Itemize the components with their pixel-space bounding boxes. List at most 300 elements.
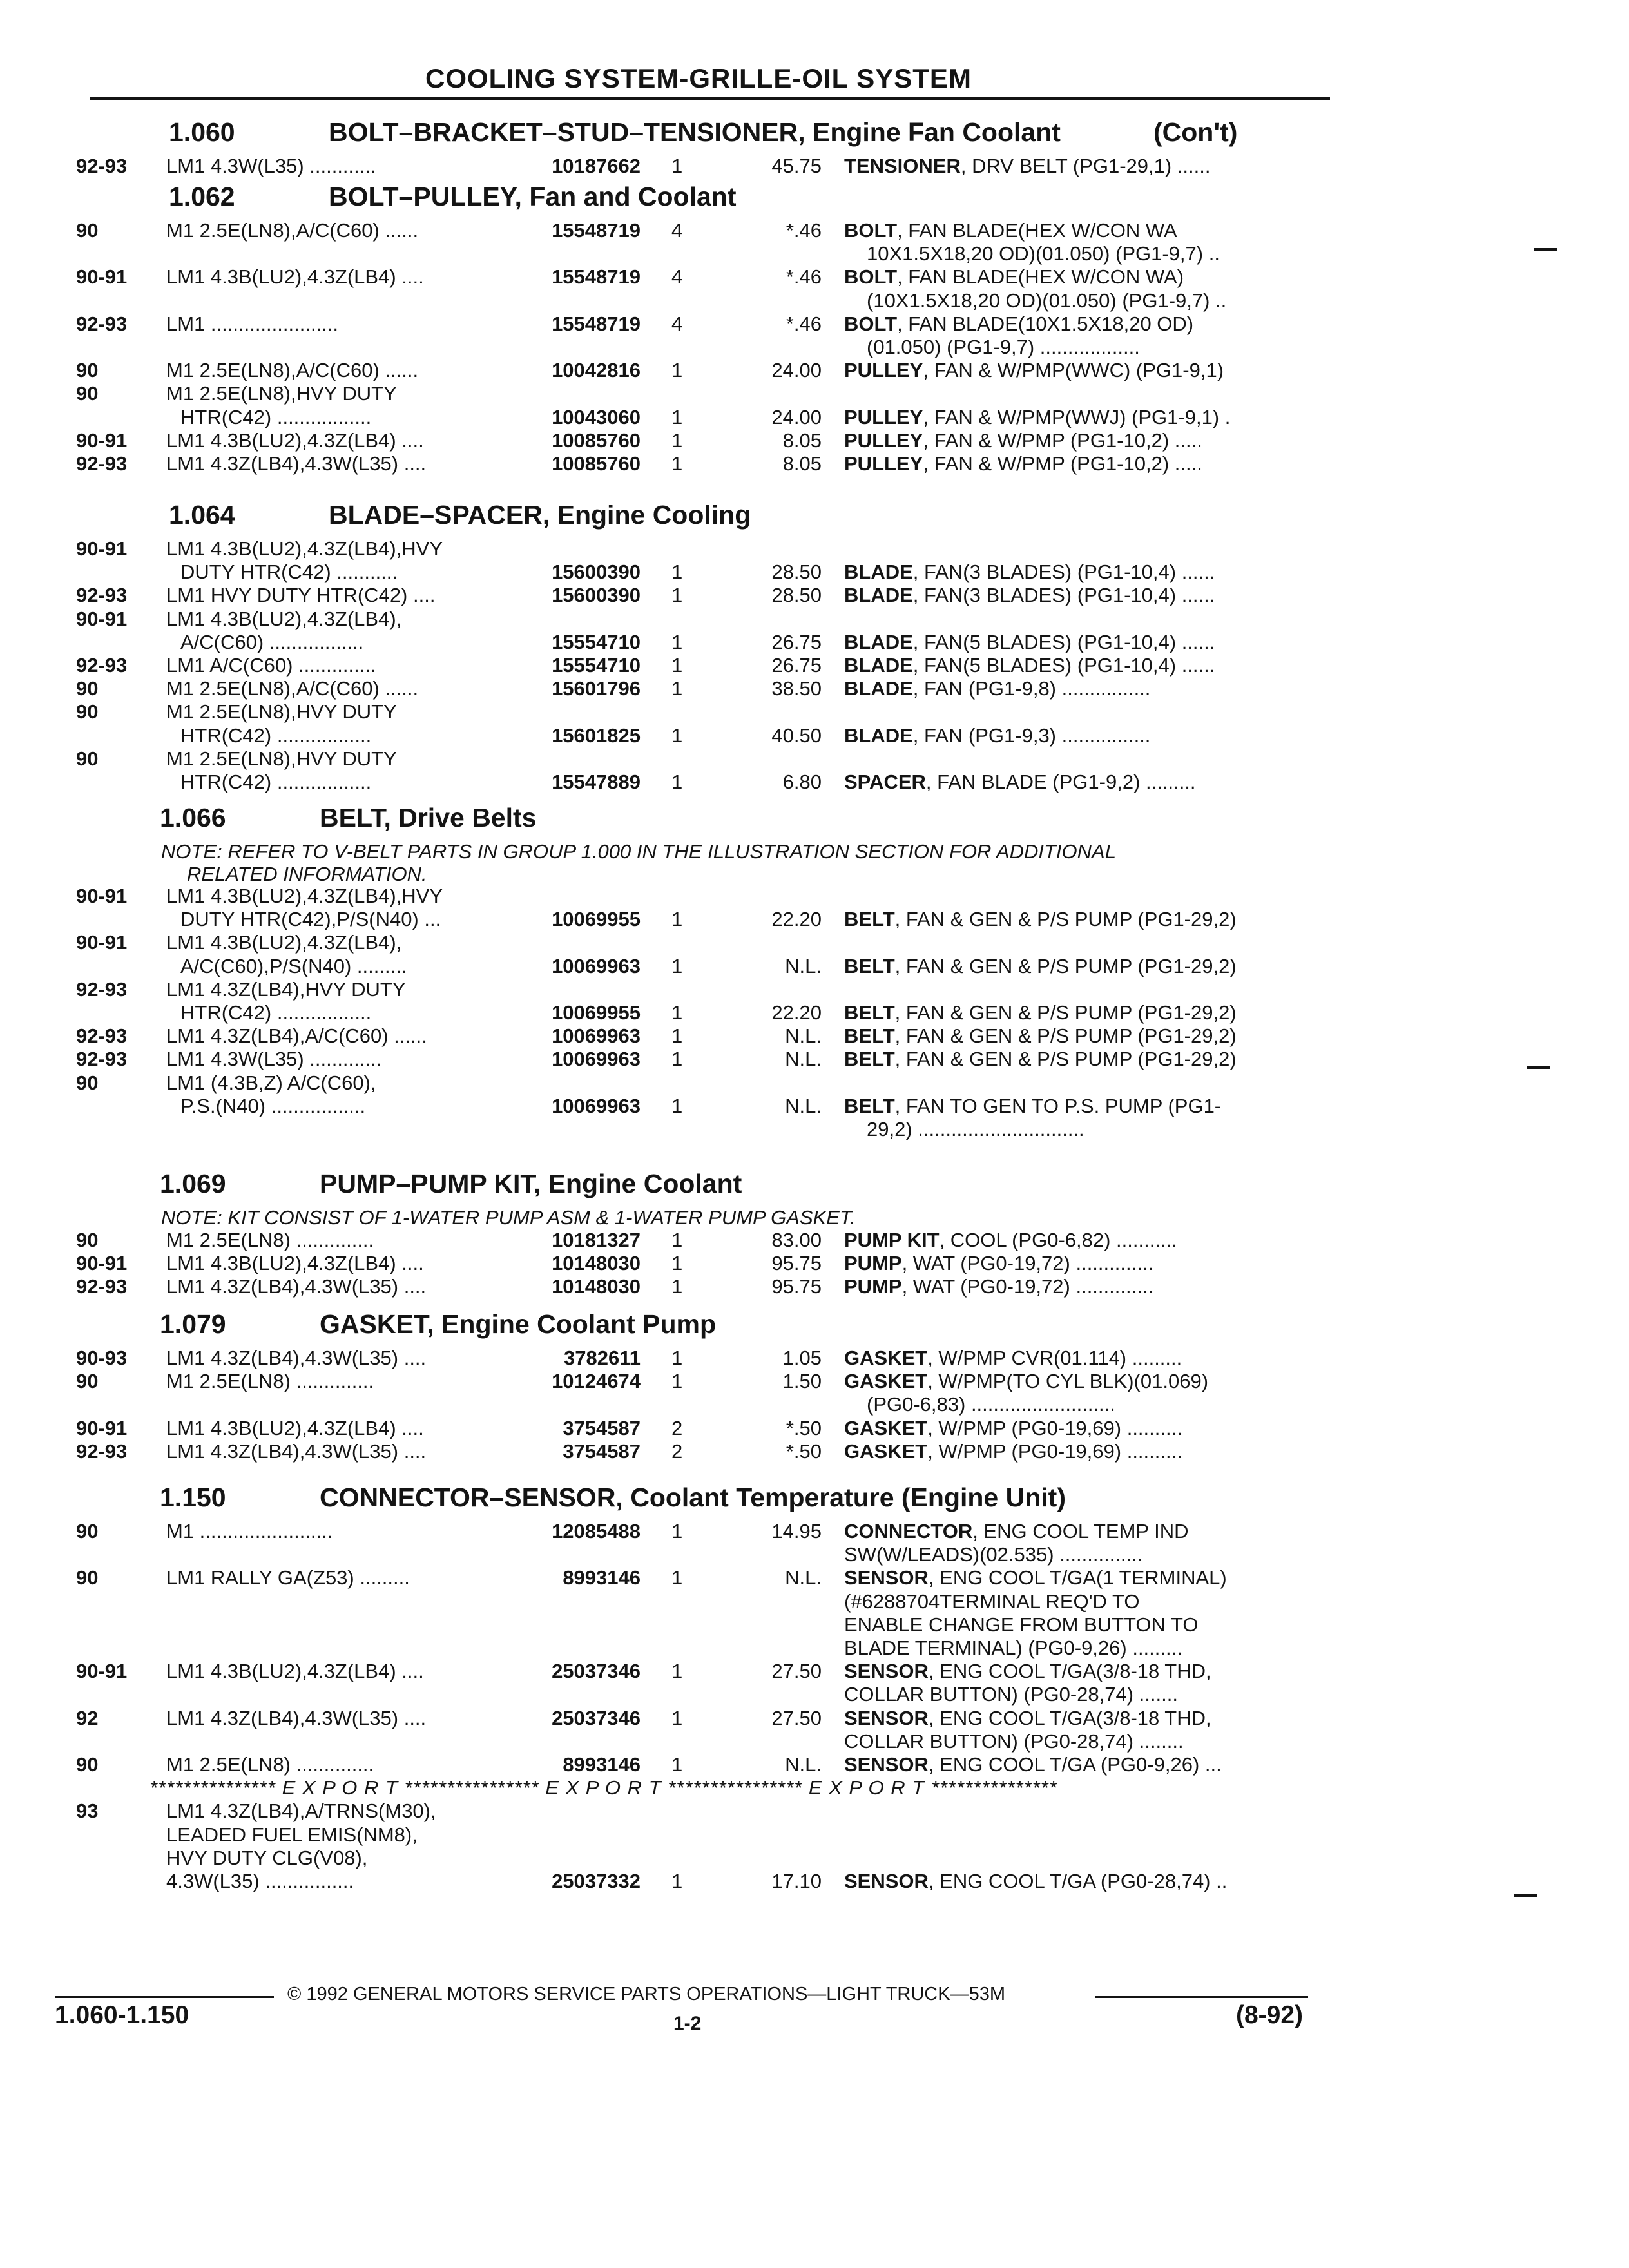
part-row	[0, 631, 1629, 653]
model-years: 90-91	[76, 1251, 128, 1274]
model-application: LM1 4.3W(L35) .............	[166, 1048, 382, 1071]
quantity: 4	[671, 312, 683, 335]
section-title: BLADE–SPACER, Engine Cooling	[329, 500, 751, 530]
part-number: 10181327	[552, 1228, 641, 1251]
price: 95.75	[771, 1274, 822, 1298]
model-years: 90-91	[76, 885, 128, 907]
part-row	[0, 1048, 1629, 1070]
model-application: LM1 4.3Z(LB4),4.3W(L35) ....	[166, 1706, 427, 1729]
quantity: 1	[671, 1274, 683, 1298]
section-note: RELATED INFORMATION.	[187, 862, 427, 885]
part-row	[0, 1072, 1629, 1094]
model-application: M1 2.5E(LN8) ..............	[166, 1753, 374, 1776]
model-application: LM1 4.3B(LU2),4.3Z(LB4),	[166, 931, 402, 954]
quantity: 1	[671, 724, 683, 747]
part-row	[0, 1276, 1629, 1298]
part-description: 10X1.5X18,20 OD)(01.050) (PG1-9,7) ..	[867, 242, 1220, 265]
footer-section-range: 1.060-1.150	[55, 2001, 189, 2029]
price: *.46	[786, 265, 822, 289]
part-description: GASKET, W/PMP(TO CYL BLK)(01.069)	[844, 1370, 1209, 1393]
price: 28.50	[771, 584, 822, 607]
model-years: 90	[76, 1520, 99, 1542]
part-number: 25037332	[552, 1870, 641, 1892]
part-description: BELT, FAN & GEN & P/S PUMP (PG1-29,2)	[844, 1001, 1237, 1024]
part-description: BLADE, FAN(5 BLADES) (PG1-10,4) ......	[844, 654, 1215, 677]
part-description: BELT, FAN & GEN & P/S PUMP (PG1-29,2)	[844, 908, 1237, 931]
footer-page-number: 1-2	[673, 2013, 702, 2034]
price: 1.05	[782, 1347, 822, 1369]
model-application: A/C(C60) .................	[180, 630, 364, 653]
price: 28.50	[771, 561, 822, 584]
part-number: 12085488	[552, 1520, 641, 1542]
quantity: 1	[671, 954, 683, 977]
model-application: M1 2.5E(LN8),A/C(C60) ......	[166, 219, 419, 242]
quantity: 4	[671, 219, 683, 242]
model-application: LM1 4.3Z(LB4),HVY DUTY	[166, 977, 406, 1001]
part-description: BOLT, FAN BLADE(10X1.5X18,20 OD)	[844, 312, 1194, 335]
part-description: SENSOR, ENG COOL T/GA(3/8-18 THD,	[844, 1706, 1211, 1729]
quantity: 1	[671, 405, 683, 428]
part-row	[0, 701, 1629, 723]
model-application: LM1 4.3Z(LB4),A/C(C60) ......	[166, 1024, 427, 1048]
part-row	[0, 336, 1629, 358]
price: *.46	[786, 312, 822, 335]
price: 24.00	[771, 405, 822, 428]
quantity: 4	[671, 265, 683, 289]
model-years: 92-93	[76, 312, 128, 335]
price: *.50	[786, 1416, 822, 1439]
model-application: LM1 4.3Z(LB4),4.3W(L35) ....	[166, 452, 427, 475]
part-description: SENSOR, ENG COOL T/GA (PG0-28,74) ..	[844, 1870, 1228, 1892]
part-number: 15554710	[552, 630, 641, 653]
section-number: 1.079	[160, 1309, 226, 1339]
model-years: 90	[76, 1370, 99, 1393]
model-application: HTR(C42) .................	[180, 1001, 372, 1024]
part-number: 25037346	[552, 1706, 641, 1729]
price: N.L.	[785, 1048, 822, 1071]
model-application: LM1 HVY DUTY HTR(C42) ....	[166, 584, 436, 607]
part-row	[0, 1253, 1629, 1274]
model-years: 90	[76, 1228, 99, 1251]
part-row	[0, 1002, 1629, 1024]
part-description: BELT, FAN & GEN & P/S PUMP (PG1-29,2)	[844, 1048, 1237, 1071]
section-title: CONNECTOR–SENSOR, Coolant Temperature (Engine Unit)	[320, 1483, 1066, 1512]
model-application: HTR(C42) .................	[180, 724, 372, 747]
model-application: M1 2.5E(LN8) ..............	[166, 1370, 374, 1393]
section-number: 1.069	[160, 1169, 226, 1198]
part-description: GASKET, W/PMP CVR(01.114) .........	[844, 1347, 1182, 1369]
price: 83.00	[771, 1228, 822, 1251]
part-number: 10069963	[552, 1024, 641, 1048]
part-row	[0, 1754, 1629, 1776]
model-application: LM1 .......................	[166, 312, 339, 335]
part-row	[0, 1119, 1629, 1140]
section-title: GASKET, Engine Coolant Pump	[320, 1309, 717, 1339]
page-header-title: COOLING SYSTEM-GRILLE-OIL SYSTEM	[425, 63, 972, 93]
model-application: LM1 4.3B(LU2),4.3Z(LB4) ....	[166, 1251, 424, 1274]
part-description: BELT, FAN & GEN & P/S PUMP (PG1-29,2)	[844, 954, 1237, 977]
quantity: 1	[671, 1753, 683, 1776]
part-number: 15547889	[552, 771, 641, 793]
model-application: LM1 4.3B(LU2),4.3Z(LB4) ....	[166, 265, 424, 289]
quantity: 2	[671, 1439, 683, 1463]
part-row	[0, 908, 1629, 930]
model-application: HTR(C42) .................	[180, 771, 372, 793]
export-marker: *************** E X P O R T **************** E X P O R T **************** E X P O R T ***************	[149, 1776, 1057, 1800]
header-rule	[90, 97, 1330, 100]
part-row	[0, 1637, 1629, 1659]
part-row	[0, 748, 1629, 770]
part-row	[0, 453, 1629, 475]
model-application: DUTY HTR(C42),P/S(N40) ...	[180, 908, 441, 931]
part-row	[0, 1418, 1629, 1439]
model-years: 90-93	[76, 1347, 128, 1369]
part-description: PUMP, WAT (PG0-19,72) ..............	[844, 1274, 1154, 1298]
model-years: 90	[76, 1753, 99, 1776]
model-application: LM1 4.3W(L35) ............	[166, 155, 376, 177]
price: 8.05	[782, 428, 822, 452]
footer-copyright: © 1992 GENERAL MOTORS SERVICE PARTS OPERATIONS—LIGHT TRUCK—53M	[287, 1984, 1005, 2004]
part-row	[0, 1025, 1629, 1047]
part-number: 3754587	[563, 1416, 641, 1439]
model-years: 90-91	[76, 931, 128, 954]
part-row	[0, 1521, 1629, 1542]
price: 8.05	[782, 452, 822, 475]
quantity: 1	[671, 155, 683, 177]
part-row	[0, 1567, 1629, 1589]
quantity: 1	[671, 1251, 683, 1274]
model-years: 92-93	[76, 1024, 128, 1048]
part-description: BELT, FAN TO GEN TO P.S. PUMP (PG1-	[844, 1094, 1222, 1117]
model-application: LM1 A/C(C60) ..............	[166, 654, 376, 677]
section-title: PUMP–PUMP KIT, Engine Coolant	[320, 1169, 742, 1198]
model-years: 92-93	[76, 1274, 128, 1298]
part-row	[0, 1824, 1629, 1846]
part-number: 15601825	[552, 724, 641, 747]
price: 38.50	[771, 677, 822, 700]
part-number: 10085760	[552, 452, 641, 475]
part-description: (#6288704TERMINAL REQ'D TO	[844, 1590, 1140, 1613]
model-application: LM1 4.3B(LU2),4.3Z(LB4),	[166, 607, 402, 630]
model-years: 92-93	[76, 584, 128, 607]
price: N.L.	[785, 954, 822, 977]
margin-mark	[1527, 1066, 1550, 1069]
part-number: 15554710	[552, 654, 641, 677]
model-years: 92	[76, 1706, 99, 1729]
part-number: 10148030	[552, 1274, 641, 1298]
part-description: PUMP, WAT (PG0-19,72) ..............	[844, 1251, 1154, 1274]
part-number: 10042816	[552, 359, 641, 382]
model-years: 90	[76, 700, 99, 724]
model-years: 92-93	[76, 1048, 128, 1071]
quantity: 1	[671, 771, 683, 793]
section-number: 1.066	[160, 803, 226, 832]
part-row	[0, 725, 1629, 747]
model-application: 4.3W(L35) ................	[166, 1870, 354, 1892]
part-description: SPACER, FAN BLADE (PG1-9,2) .........	[844, 771, 1196, 793]
quantity: 1	[671, 630, 683, 653]
quantity: 1	[671, 1566, 683, 1590]
price: 1.50	[782, 1370, 822, 1393]
part-number: 10069955	[552, 1001, 641, 1024]
quantity: 1	[671, 1660, 683, 1683]
part-row	[0, 407, 1629, 428]
part-row	[0, 243, 1629, 265]
model-years: 90	[76, 359, 99, 382]
price: 27.50	[771, 1706, 822, 1729]
quantity: 1	[671, 1706, 683, 1729]
part-row	[0, 1591, 1629, 1613]
price: 95.75	[771, 1251, 822, 1274]
model-application: LM1 4.3B(LU2),4.3Z(LB4) ....	[166, 1416, 424, 1439]
quantity: 1	[671, 908, 683, 931]
price: 40.50	[771, 724, 822, 747]
section-note: NOTE: REFER TO V-BELT PARTS IN GROUP 1.000 IN THE ILLUSTRATION SECTION FOR ADDITIONAL	[161, 840, 1116, 863]
model-years: 90	[76, 219, 99, 242]
model-years: 90	[76, 677, 99, 700]
model-application: DUTY HTR(C42) ...........	[180, 561, 398, 584]
model-years: 90	[76, 747, 99, 770]
model-years: 93	[76, 1800, 99, 1823]
part-row	[0, 313, 1629, 335]
model-application: LM1 4.3B(LU2),4.3Z(LB4) ....	[166, 1660, 424, 1683]
part-description: BLADE, FAN(3 BLADES) (PG1-10,4) ......	[844, 561, 1215, 584]
part-row	[0, 290, 1629, 312]
quantity: 1	[671, 677, 683, 700]
model-years: 92-93	[76, 155, 128, 177]
price: N.L.	[785, 1566, 822, 1590]
part-row	[0, 1614, 1629, 1636]
price: 22.20	[771, 908, 822, 931]
price: 22.20	[771, 1001, 822, 1024]
part-row	[0, 956, 1629, 977]
part-description: PULLEY, FAN & W/PMP (PG1-10,2) .....	[844, 428, 1202, 452]
part-row	[0, 584, 1629, 606]
part-row	[0, 1707, 1629, 1729]
part-description: BLADE, FAN (PG1-9,8) ................	[844, 677, 1151, 700]
continued-label: (Con't)	[1153, 117, 1238, 147]
price: 14.95	[771, 1520, 822, 1542]
part-description: BOLT, FAN BLADE(HEX W/CON WA)	[844, 265, 1184, 289]
quantity: 1	[671, 584, 683, 607]
part-number: 15600390	[552, 584, 641, 607]
model-application: A/C(C60),P/S(N40) .........	[180, 954, 407, 977]
part-number: 3782611	[564, 1347, 641, 1369]
part-row	[0, 1731, 1629, 1753]
part-number: 10187662	[552, 155, 641, 177]
part-description: BOLT, FAN BLADE(HEX W/CON WA	[844, 219, 1177, 242]
model-application: LM1 4.3B(LU2),4.3Z(LB4),HVY	[166, 537, 443, 560]
footer-rule-left	[55, 1996, 274, 1998]
part-description: BLADE, FAN(3 BLADES) (PG1-10,4) ......	[844, 584, 1215, 607]
quantity: 1	[671, 1094, 683, 1117]
quantity: 1	[671, 1520, 683, 1542]
part-description: BLADE, FAN (PG1-9,3) ................	[844, 724, 1151, 747]
price: 27.50	[771, 1660, 822, 1683]
price: 26.75	[771, 654, 822, 677]
part-number: 10148030	[552, 1251, 641, 1274]
model-application: LM1 4.3Z(LB4),4.3W(L35) ....	[166, 1274, 427, 1298]
part-description: BELT, FAN & GEN & P/S PUMP (PG1-29,2)	[844, 1024, 1237, 1048]
part-description: SENSOR, ENG COOL T/GA (PG0-9,26) ...	[844, 1753, 1222, 1776]
section-number: 1.150	[160, 1483, 226, 1512]
footer-rule-right	[1095, 1996, 1308, 1998]
part-row	[0, 360, 1629, 381]
quantity: 2	[671, 1416, 683, 1439]
part-number: 10069963	[552, 954, 641, 977]
model-application: LM1 4.3Z(LB4),A/TRNS(M30),	[166, 1800, 436, 1823]
model-application: LM1 4.3B(LU2),4.3Z(LB4),HVY	[166, 885, 443, 907]
part-row	[0, 1660, 1629, 1682]
part-row	[0, 608, 1629, 630]
part-row	[0, 1394, 1629, 1416]
part-number: 3754587	[563, 1439, 641, 1463]
part-description: (PG0-6,83) ..........................	[867, 1393, 1115, 1416]
model-years: 90-91	[76, 1416, 128, 1439]
margin-mark	[1514, 1894, 1537, 1897]
part-number: 10043060	[552, 405, 641, 428]
part-row	[0, 1347, 1629, 1369]
model-years: 90-91	[76, 265, 128, 289]
model-years: 90	[76, 1071, 99, 1094]
part-row	[0, 1800, 1629, 1822]
quantity: 1	[671, 1370, 683, 1393]
model-application: M1 ........................	[166, 1520, 333, 1542]
part-row	[0, 155, 1629, 177]
model-years: 92-93	[76, 654, 128, 677]
part-description: PULLEY, FAN & W/PMP(WWJ) (PG1-9,1) .	[844, 405, 1231, 428]
part-row	[0, 266, 1629, 288]
part-description: GASKET, W/PMP (PG0-19,69) ..........	[844, 1416, 1182, 1439]
part-description: TENSIONER, DRV BELT (PG1-29,1) ......	[844, 155, 1211, 177]
part-row	[0, 1684, 1629, 1706]
part-row	[0, 885, 1629, 907]
section-number: 1.060	[169, 117, 235, 147]
model-application: M1 2.5E(LN8),HVY DUTY	[166, 700, 397, 724]
part-description: GASKET, W/PMP (PG0-19,69) ..........	[844, 1439, 1182, 1463]
model-years: 90-91	[76, 607, 128, 630]
part-description: PULLEY, FAN & W/PMP (PG1-10,2) .....	[844, 452, 1202, 475]
model-application: LM1 (4.3B,Z) A/C(C60),	[166, 1071, 376, 1094]
model-application: LM1 4.3Z(LB4),4.3W(L35) ....	[166, 1439, 427, 1463]
quantity: 1	[671, 359, 683, 382]
price: N.L.	[785, 1024, 822, 1048]
model-application: LEADED FUEL EMIS(NM8),	[166, 1823, 418, 1846]
part-number: 25037346	[552, 1660, 641, 1683]
section-number: 1.064	[169, 500, 235, 530]
part-number: 15600390	[552, 561, 641, 584]
part-row	[0, 220, 1629, 242]
part-number: 15548719	[552, 312, 641, 335]
model-application: LM1 4.3Z(LB4),4.3W(L35) ....	[166, 1347, 427, 1369]
model-application: M1 2.5E(LN8),A/C(C60) ......	[166, 359, 419, 382]
quantity: 1	[671, 1024, 683, 1048]
section-note: NOTE: KIT CONSIST OF 1-WATER PUMP ASM & 1-WATER PUMP GASKET.	[161, 1206, 856, 1229]
part-row	[0, 1441, 1629, 1463]
part-description: COLLAR BUTTON) (PG0-28,74) ........	[844, 1729, 1184, 1753]
part-description: PULLEY, FAN & W/PMP(WWC) (PG1-9,1)	[844, 359, 1224, 382]
price: *.46	[786, 219, 822, 242]
model-application: M1 2.5E(LN8) ..............	[166, 1228, 374, 1251]
part-number: 10069963	[552, 1048, 641, 1071]
price: N.L.	[785, 1753, 822, 1776]
model-application: M1 2.5E(LN8),HVY DUTY	[166, 747, 397, 770]
part-number: 8993146	[563, 1753, 641, 1776]
part-row	[0, 383, 1629, 405]
part-row	[0, 561, 1629, 583]
part-row	[0, 771, 1629, 793]
part-number: 10069955	[552, 908, 641, 931]
part-row	[0, 538, 1629, 560]
part-number: 10069963	[552, 1094, 641, 1117]
price: 17.10	[771, 1870, 822, 1892]
part-description: SENSOR, ENG COOL T/GA(1 TERMINAL)	[844, 1566, 1227, 1590]
part-description: BLADE, FAN(5 BLADES) (PG1-10,4) ......	[844, 630, 1215, 653]
quantity: 1	[671, 1048, 683, 1071]
model-application: LM1 4.3B(LU2),4.3Z(LB4) ....	[166, 428, 424, 452]
part-row	[0, 979, 1629, 1001]
margin-mark	[1534, 248, 1557, 251]
part-number: 15548719	[552, 219, 641, 242]
model-years: 90-91	[76, 537, 128, 560]
part-row	[0, 678, 1629, 700]
price: 45.75	[771, 155, 822, 177]
part-description: 29,2) ..............................	[867, 1118, 1084, 1140]
part-number: 15548719	[552, 265, 641, 289]
quantity: 1	[671, 428, 683, 452]
model-application: P.S.(N40) .................	[180, 1094, 366, 1117]
part-row	[0, 430, 1629, 452]
quantity: 1	[671, 1001, 683, 1024]
part-row	[0, 1847, 1629, 1869]
model-application: M1 2.5E(LN8),A/C(C60) ......	[166, 677, 419, 700]
model-years: 90-91	[76, 428, 128, 452]
part-description: BLADE TERMINAL) (PG0-9,26) .........	[844, 1637, 1182, 1659]
price: *.50	[786, 1439, 822, 1463]
quantity: 1	[671, 1870, 683, 1892]
quantity: 1	[671, 654, 683, 677]
part-description: ENABLE CHANGE FROM BUTTON TO	[844, 1613, 1199, 1636]
model-years: 92-93	[76, 1439, 128, 1463]
export-marker-row	[0, 1777, 1629, 1799]
part-row	[0, 1870, 1629, 1892]
part-number: 10124674	[552, 1370, 641, 1393]
model-application: LM1 RALLY GA(Z53) .........	[166, 1566, 410, 1590]
section-title: BELT, Drive Belts	[320, 803, 537, 832]
quantity: 1	[671, 561, 683, 584]
part-row	[0, 1544, 1629, 1566]
model-years: 90-91	[76, 1660, 128, 1683]
model-application: HTR(C42) .................	[180, 405, 372, 428]
quantity: 1	[671, 1228, 683, 1251]
part-number: 8993146	[563, 1566, 641, 1590]
part-description: (10X1.5X18,20 OD)(01.050) (PG1-9,7) ..	[867, 289, 1227, 312]
part-description: CONNECTOR, ENG COOL TEMP IND	[844, 1520, 1189, 1542]
part-description: SW(W/LEADS)(02.535) ...............	[844, 1543, 1143, 1566]
footer-date: (8-92)	[1236, 2001, 1304, 2029]
price: 6.80	[782, 771, 822, 793]
model-years: 92-93	[76, 977, 128, 1001]
part-row	[0, 655, 1629, 677]
section-title: BOLT–BRACKET–STUD–TENSIONER, Engine Fan Coolant	[329, 117, 1061, 147]
part-row	[0, 1229, 1629, 1251]
price: 26.75	[771, 630, 822, 653]
part-description: (01.050) (PG1-9,7) ..................	[867, 336, 1140, 358]
model-application: M1 2.5E(LN8),HVY DUTY	[166, 382, 397, 405]
price: N.L.	[785, 1094, 822, 1117]
part-row	[0, 932, 1629, 954]
part-row	[0, 1095, 1629, 1117]
